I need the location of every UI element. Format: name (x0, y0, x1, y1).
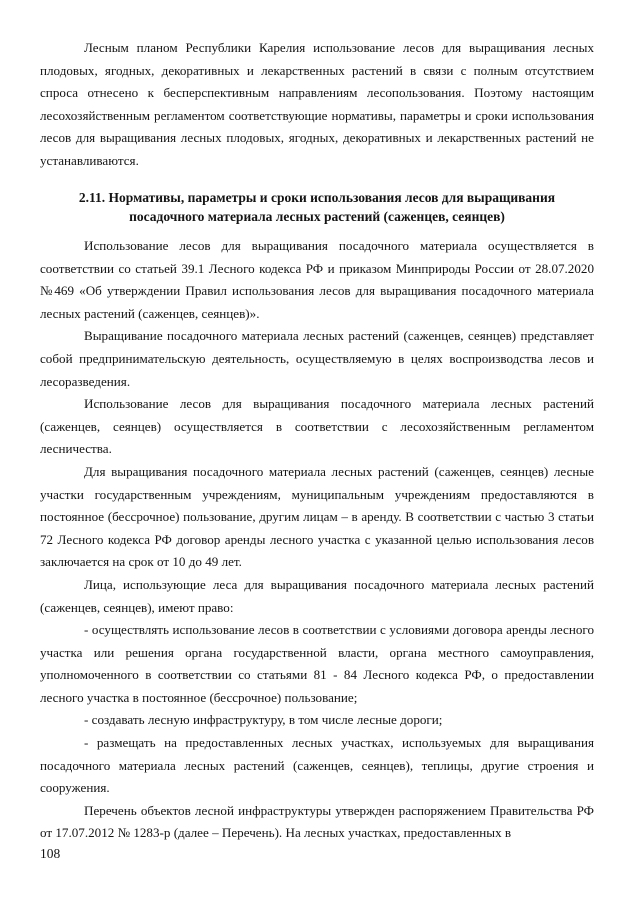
intro-block (40, 37, 594, 173)
paragraph-legal-basis: Использование лесов для выращивания посадочного материала осуществляется в соответствии со статьей 39.1 Лесного кодекса РФ и приказом Минприроды России от 28.07.2020 №469 «Об утверждении Правил использования лесов для выращивания посадочного материала лесных растений (саженцев, сеянцев)». (40, 238, 594, 321)
intro-paragraph: Лесным планом Республики Карелия использование лесов для выращивания лесных плодовых, ягодных, декоративных и лекарственных растений в связи с полным отсутствием спроса отнесено к бесперспективным направлениям лесопользования. Поэтому настоящим лесохозяйственным регламентом соответствующие нормативы, параметры и сроки использования лесов для выращивания лесных плодовых, ягодных, декоративных и лекарственных растений не устанавливаются. (40, 40, 594, 168)
list-item: - создавать лесную инфраструктуру, в том числе лесные дороги; (84, 712, 443, 728)
paragraph-regulation: Использование лесов для выращивания посадочного материала лесных растений (саженцев, сеянцев) осуществляется в соответствии с лесохозяйственным регламентом лесничества. (40, 396, 594, 457)
list-item: - размещать на предоставленных лесных участках, используемых для выращивания посадочного материала лесных растений (саженцев, сеянцев), теплицы, другие строения и сооружения. (40, 735, 594, 796)
paragraph-rights-intro: Лица, использующие леса для выращивания посадочного материала лесных растений (саженцев, сеянцев), имеют право: (40, 576, 594, 615)
section-heading (40, 188, 594, 226)
page-number: 108 (40, 846, 61, 861)
paragraph-provision: Для выращивания посадочного материала лесных растений (саженцев, сеянцев) лесные участки государственным учреждениям, муниципальным учреждениям предоставляются в постоянное (бессрочное) пользование, другим лицам – в аренду. В соответствии с частью 3 статьи 72 Лесного кодекса РФ договор аренды лесного участка с указанной целью использования лесов заключается на срок от 10 до 49 лет. (40, 463, 594, 570)
section-body (40, 235, 594, 845)
list-item: - осуществлять использование лесов в соответствии с условиями договора аренды лесного участка или решения органа государственной власти, органа местного самоуправления, уполномоченного в соответствии со статьями 81 - 84 Лесного кодекса РФ, о предоставлении лесного участка в постоянное (бессрочное) пользование; (40, 622, 594, 705)
paragraph-definition: Выращивание посадочного материала лесных растений (саженцев, сеянцев) представляет собой предпринимательскую деятельность, осуществляемую в целях воспроизводства лесов и лесоразведения. (40, 328, 594, 389)
paragraph-infrastructure: Перечень объектов лесной инфраструктуры утвержден распоряжением Правительства РФ от 17.07.2012 № 1283-р (далее – Перечень). На лесных участках, предоставленных в (40, 802, 594, 841)
section-heading-line2: посадочного материала лесных растений (саженцев, сеянцев) (129, 209, 505, 224)
section-heading-line1: 2.11. Нормативы, параметры и сроки использования лесов для выращивания (78, 190, 556, 205)
